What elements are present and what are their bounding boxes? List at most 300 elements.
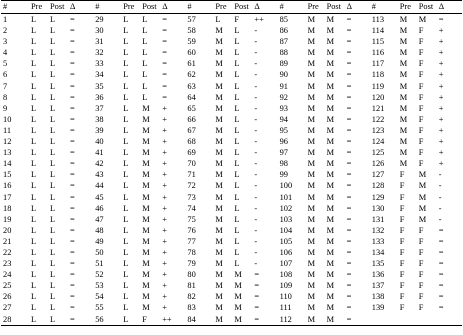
pre-value: L — [123, 192, 129, 202]
pre-value: L — [31, 259, 37, 269]
post-value: M — [142, 236, 150, 246]
delta-value: = — [70, 37, 75, 47]
pre-value: M — [307, 247, 316, 257]
post-value: M — [326, 225, 335, 235]
pre-value: M — [215, 125, 223, 135]
delta-value: + — [438, 70, 444, 80]
post-value: L — [234, 181, 240, 191]
delta-value: - — [254, 225, 258, 235]
delta-value: = — [70, 192, 75, 202]
delta-value: = — [254, 281, 260, 291]
header-pre: Pre — [398, 1, 417, 14]
delta-value: = — [70, 159, 75, 169]
table-row — [1, 114, 462, 125]
post-value: L — [142, 81, 148, 91]
pre-value: L — [123, 103, 129, 113]
row-number: 124 — [371, 137, 385, 147]
row-number: 9 — [3, 103, 8, 113]
row-number: 96 — [279, 137, 288, 147]
row-number: 12 — [3, 137, 12, 147]
row-number: 132 — [371, 225, 385, 235]
row-number: 62 — [187, 70, 196, 80]
row-number: 139 — [371, 303, 385, 313]
post-value: F — [418, 159, 424, 169]
pre-value: M — [399, 148, 408, 158]
row-number: 8 — [3, 92, 8, 102]
post-value: F — [418, 281, 424, 291]
row-number: 136 — [371, 270, 385, 280]
delta-value: = — [70, 125, 75, 135]
header-delta: Δ — [345, 1, 370, 14]
post-value: L — [234, 192, 240, 202]
results-table — [1, 0, 462, 326]
row-number: 134 — [371, 247, 385, 257]
pre-value: L — [31, 170, 37, 180]
delta-value: = — [254, 292, 260, 302]
post-value: M — [418, 170, 427, 180]
post-value: F — [418, 292, 424, 302]
table-row — [1, 69, 462, 80]
pre-value: M — [306, 314, 325, 326]
post-value: M — [142, 225, 150, 235]
post-value: L — [50, 181, 56, 191]
post-value: L — [50, 59, 56, 69]
pre-value: L — [31, 270, 37, 280]
pre-value: F — [399, 236, 405, 246]
delta-value: = — [346, 303, 352, 313]
table-row — [1, 291, 462, 302]
post-value: M — [142, 203, 150, 213]
post-value: L — [234, 259, 240, 269]
delta-value: + — [162, 214, 167, 224]
row-number: 90 — [279, 70, 288, 80]
pre-value: L — [123, 236, 129, 246]
pre-value: L — [29, 314, 48, 326]
pre-value: L — [31, 137, 37, 147]
row-number: 108 — [279, 270, 293, 280]
row-number: 69 — [187, 148, 196, 158]
row-number: 37 — [95, 103, 104, 113]
delta-value: = — [438, 303, 444, 313]
post-value: L — [50, 247, 56, 257]
post-value: L — [50, 70, 56, 80]
header-delta: Δ — [68, 1, 93, 14]
pre-value: F — [399, 225, 405, 235]
post-value: L — [234, 114, 240, 124]
post-value: F — [418, 70, 424, 80]
delta-value: = — [345, 314, 370, 326]
pre-value: M — [215, 192, 223, 202]
post-value: M — [326, 59, 335, 69]
delta-value: - — [254, 48, 258, 58]
row-number: 21 — [3, 236, 12, 246]
pre-value: L — [31, 148, 37, 158]
row-number: 6 — [3, 70, 8, 80]
row-number: 97 — [279, 148, 288, 158]
table-row — [1, 25, 462, 36]
pre-value: L — [31, 103, 37, 113]
row-number: 106 — [279, 247, 293, 257]
row-number: 135 — [371, 259, 385, 269]
delta-value: - — [254, 125, 258, 135]
row-number: 13 — [3, 148, 12, 158]
header-pre: Pre — [29, 1, 48, 14]
delta-value: + — [438, 48, 444, 58]
delta-value: = — [70, 247, 75, 257]
pre-value: M — [399, 125, 408, 135]
post-value: F — [140, 314, 160, 326]
pre-value: M — [215, 170, 223, 180]
pre-value — [398, 314, 417, 326]
row-number: 11 — [3, 125, 12, 135]
pre-value: M — [399, 81, 408, 91]
row-number: 49 — [95, 236, 104, 246]
pre-value: L — [123, 259, 129, 269]
delta-value: = — [70, 225, 75, 235]
row-number: 102 — [279, 203, 293, 213]
delta-value: = — [70, 292, 75, 302]
post-value: M — [326, 81, 335, 91]
row-number: 104 — [279, 225, 293, 235]
pre-value: M — [399, 137, 408, 147]
pre-value: F — [399, 214, 405, 224]
delta-value: + — [162, 103, 167, 113]
row-number: 54 — [95, 292, 104, 302]
pre-value: F — [399, 270, 405, 280]
row-number: 41 — [95, 148, 104, 158]
delta-value: + — [162, 236, 167, 246]
pre-value: L — [31, 48, 37, 58]
row-number: 82 — [187, 292, 196, 302]
delta-value: - — [254, 170, 258, 180]
post-value: L — [50, 281, 56, 291]
post-value: M — [326, 125, 335, 135]
row-number: 47 — [95, 214, 104, 224]
delta-value: = — [162, 81, 167, 91]
post-value: F — [418, 59, 424, 69]
delta-value: = — [346, 148, 352, 158]
post-value: L — [234, 26, 240, 36]
table-row — [1, 47, 462, 58]
pre-value: M — [307, 181, 316, 191]
pre-value: L — [31, 26, 37, 36]
row-number: 19 — [3, 214, 12, 224]
pre-value: L — [123, 70, 129, 80]
pre-value: L — [123, 181, 129, 191]
post-value: M — [325, 314, 345, 326]
pre-value: L — [123, 15, 129, 24]
delta-value: = — [438, 15, 444, 24]
delta-value: = — [346, 70, 352, 80]
table-row — [1, 158, 462, 169]
post-value: F — [418, 103, 424, 113]
delta-value: = — [70, 70, 75, 80]
table-row — [1, 192, 462, 203]
table-row — [1, 147, 462, 158]
delta-value: = — [438, 236, 444, 246]
post-value: M — [142, 303, 150, 313]
pre-value: M — [307, 59, 316, 69]
row-number: 93 — [279, 103, 288, 113]
pre-value: L — [123, 281, 129, 291]
post-value: F — [418, 225, 424, 235]
delta-value: = — [68, 314, 93, 326]
pre-value: M — [307, 159, 316, 169]
pre-value: M — [307, 26, 316, 36]
delta-value: + — [162, 281, 167, 291]
pre-value: M — [399, 103, 408, 113]
post-value: M — [326, 303, 335, 313]
pre-value: M — [215, 225, 223, 235]
pre-value: M — [307, 15, 316, 24]
post-value: L — [234, 203, 240, 213]
post-value: M — [234, 281, 242, 291]
pre-value: M — [215, 214, 223, 224]
post-value: M — [326, 192, 335, 202]
row-number: 58 — [187, 26, 196, 36]
post-value: L — [50, 270, 56, 280]
pre-value: F — [399, 192, 405, 202]
pre-value: L — [123, 48, 129, 58]
pre-value: M — [215, 81, 223, 91]
post-value: L — [142, 15, 148, 24]
pre-value: L — [123, 37, 129, 47]
post-value: L — [50, 125, 56, 135]
row-number: 126 — [371, 159, 385, 169]
delta-value: = — [70, 15, 75, 24]
pre-value: L — [123, 26, 129, 36]
post-value: M — [142, 137, 150, 147]
delta-value: = — [254, 303, 260, 313]
row-number: 45 — [95, 192, 104, 202]
pre-value: M — [307, 125, 316, 135]
table-row — [1, 103, 462, 114]
row-number: 111 — [279, 303, 292, 313]
pre-value: L — [31, 203, 37, 213]
post-value: M — [142, 192, 150, 202]
delta-value: - — [438, 192, 442, 202]
delta-value: = — [162, 59, 167, 69]
delta-value: ++ — [160, 314, 185, 326]
row-number: 14 — [3, 159, 12, 169]
pre-value: M — [215, 148, 223, 158]
post-value: L — [50, 225, 56, 235]
post-value: L — [234, 214, 240, 224]
row-number: 112 — [278, 314, 306, 326]
row-number: 42 — [95, 159, 104, 169]
delta-value: - — [254, 259, 258, 269]
pre-value: L — [123, 137, 129, 147]
post-value: M — [326, 181, 335, 191]
post-value: M — [326, 137, 335, 147]
pre-value: F — [399, 259, 405, 269]
post-value: M — [142, 114, 150, 124]
row-number: 53 — [95, 281, 104, 291]
delta-value: - — [254, 26, 258, 36]
row-number — [370, 314, 398, 326]
post-value: F — [418, 303, 424, 313]
delta-value: = — [346, 125, 352, 135]
header-post: Post — [417, 1, 437, 14]
post-value: M — [234, 303, 242, 313]
post-value: L — [142, 59, 148, 69]
pre-value: F — [399, 170, 405, 180]
row-number: 75 — [187, 214, 196, 224]
delta-value: = — [70, 270, 75, 280]
row-number: 120 — [371, 92, 385, 102]
pre-value: L — [123, 214, 129, 224]
header-number: # — [93, 1, 121, 14]
pre-value: L — [31, 225, 37, 235]
delta-value: - — [254, 81, 258, 91]
delta-value: - — [254, 103, 258, 113]
pre-value: M — [215, 48, 223, 58]
row-number: 44 — [95, 181, 104, 191]
post-value: F — [418, 26, 424, 36]
post-value: L — [50, 92, 56, 102]
post-value: M — [326, 270, 335, 280]
pre-value: L — [31, 281, 37, 291]
row-number: 7 — [3, 81, 8, 91]
pre-value: L — [123, 125, 129, 135]
row-number: 85 — [279, 15, 288, 24]
row-number: 35 — [95, 81, 104, 91]
row-number: 26 — [3, 292, 12, 302]
header-pre: Pre — [306, 1, 325, 14]
pre-value: M — [215, 26, 223, 36]
row-number: 138 — [371, 292, 385, 302]
post-value: L — [50, 203, 56, 213]
delta-value: + — [162, 270, 167, 280]
delta-value: = — [346, 259, 352, 269]
post-value: L — [234, 37, 240, 47]
delta-value: = — [438, 225, 444, 235]
pre-value: M — [215, 270, 223, 280]
table-row — [1, 225, 462, 236]
row-number: 86 — [279, 26, 288, 36]
pre-value: M — [399, 70, 408, 80]
row-number: 68 — [187, 137, 196, 147]
post-value: L — [142, 26, 148, 36]
row-number: 56 — [93, 314, 121, 326]
pre-value: L — [31, 92, 37, 102]
delta-value: + — [162, 170, 167, 180]
delta-value: + — [162, 259, 167, 269]
delta-value: = — [438, 292, 444, 302]
delta-value — [437, 314, 462, 326]
header-number: # — [278, 1, 306, 14]
pre-value: L — [123, 59, 129, 69]
pre-value: M — [307, 70, 316, 80]
row-number: 16 — [3, 181, 12, 191]
pre-value: M — [307, 236, 316, 246]
post-value: L — [50, 114, 56, 124]
pre-value: L — [31, 159, 37, 169]
table-row — [1, 203, 462, 214]
post-value: L — [234, 81, 240, 91]
post-value: F — [418, 48, 424, 58]
post-value: L — [50, 81, 56, 91]
post-value: L — [234, 125, 240, 135]
row-number: 34 — [95, 70, 104, 80]
row-number: 123 — [371, 125, 385, 135]
header-post: Post — [325, 1, 345, 14]
delta-value: = — [70, 303, 75, 313]
delta-value: + — [162, 303, 167, 313]
pre-value: M — [215, 281, 223, 291]
delta-value: = — [70, 137, 75, 147]
post-value: F — [234, 15, 240, 24]
row-number: 115 — [371, 37, 385, 47]
pre-value: M — [307, 203, 316, 213]
pre-value: M — [215, 59, 223, 69]
header-pre: Pre — [121, 1, 140, 14]
delta-value: + — [438, 37, 444, 47]
pre-value: L — [123, 292, 129, 302]
row-number: 46 — [95, 203, 104, 213]
row-number: 67 — [187, 125, 196, 135]
row-number: 89 — [279, 59, 288, 69]
delta-value: = — [70, 81, 75, 91]
pre-value: M — [307, 192, 316, 202]
pre-value: L — [31, 181, 37, 191]
post-value: M — [326, 247, 335, 257]
delta-value: - — [254, 159, 258, 169]
row-number: 121 — [371, 103, 385, 113]
pre-value: M — [307, 292, 316, 302]
pre-value: M — [215, 259, 223, 269]
row-number: 81 — [187, 281, 196, 291]
post-value: L — [234, 137, 240, 147]
post-value: M — [142, 125, 150, 135]
row-number: 110 — [279, 292, 292, 302]
delta-value: = — [252, 314, 277, 326]
pre-value: M — [215, 37, 223, 47]
delta-value: ++ — [254, 15, 264, 24]
pre-value: M — [307, 92, 316, 102]
delta-value: = — [346, 192, 352, 202]
post-value: M — [326, 26, 335, 36]
pre-value: M — [307, 270, 316, 280]
row-number: 87 — [279, 37, 288, 47]
delta-value: + — [438, 81, 444, 91]
row-number: 109 — [279, 281, 293, 291]
post-value: F — [418, 137, 424, 147]
pre-value: M — [399, 15, 408, 24]
post-value: M — [326, 15, 335, 24]
delta-value: = — [346, 270, 352, 280]
delta-value: + — [162, 114, 167, 124]
post-value: F — [418, 270, 424, 280]
delta-value: + — [162, 292, 167, 302]
pre-value: L — [215, 15, 221, 24]
row-number: 88 — [279, 48, 288, 58]
pre-value: M — [307, 114, 316, 124]
row-number: 98 — [279, 159, 288, 169]
delta-value: = — [70, 281, 75, 291]
row-number: 66 — [187, 114, 196, 124]
pre-value: L — [123, 203, 129, 213]
post-value: L — [234, 148, 240, 158]
row-number: 22 — [3, 247, 12, 257]
post-value: M — [142, 292, 150, 302]
row-number: 52 — [95, 270, 104, 280]
row-number: 94 — [279, 114, 288, 124]
delta-value: = — [346, 236, 352, 246]
row-number: 2 — [3, 26, 8, 36]
delta-value: = — [438, 259, 444, 269]
post-value: M — [142, 214, 150, 224]
